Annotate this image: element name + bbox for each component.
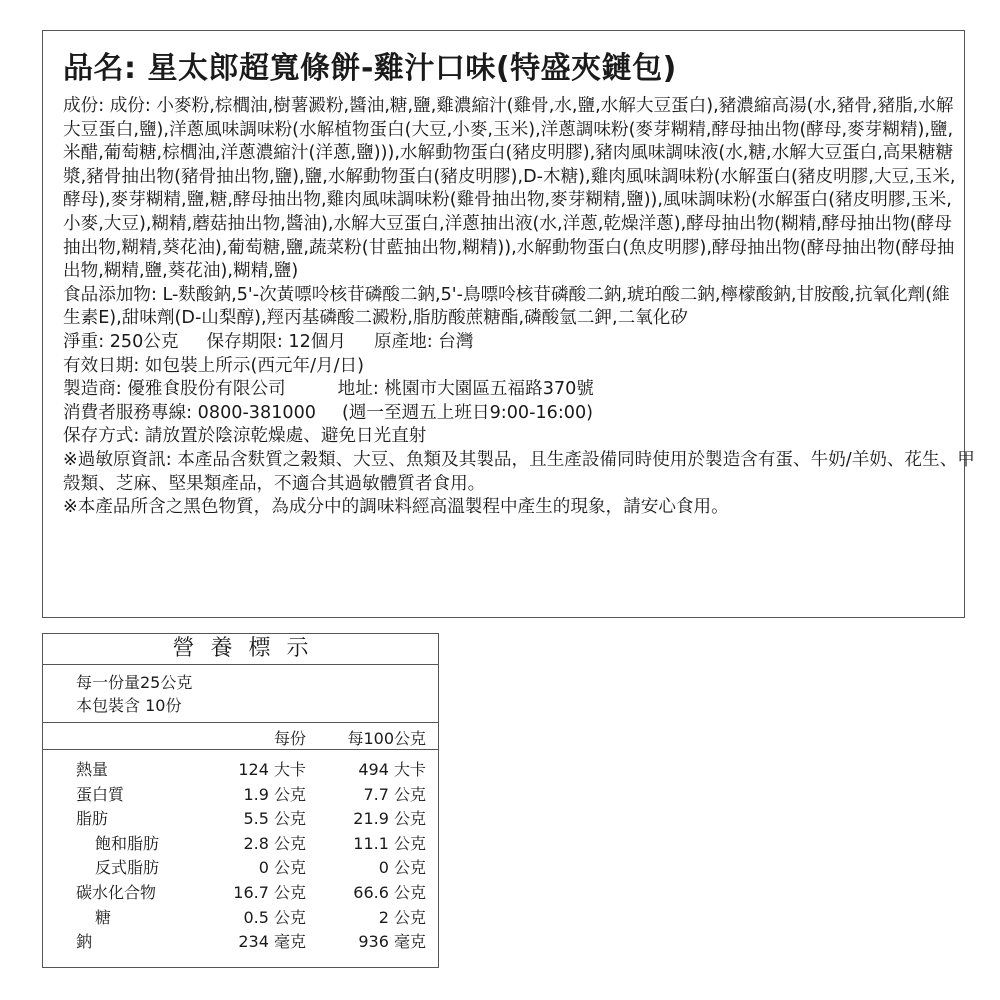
servings-per-package: 本包裝含 10份 [76,696,182,715]
per-serving-value: 0.5 公克 [243,907,306,927]
nutrition-title: 營養標示 [43,634,438,665]
product-label-panel [42,30,975,618]
expiry-text: 有效日期: 如包裝上所示(西元年/月/日) [63,355,365,376]
nutrient-name: 糖 [95,907,112,927]
per-100g-value: 7.7 公克 [363,784,426,804]
nutrient-name: 蛋白質 [76,784,125,804]
weight-shelf-origin-row [63,331,963,355]
allergen-text: ※過敏原資訊: 本產品含麩質之穀類、大豆、魚類及其製品，且生產設備同時使用於製造含有蛋、牛奶/羊奶、花生、甲殼類、芝麻、堅果類產品，不適合其過敏體質者食用。 [63,449,975,494]
per-serving-value: 2.8 公克 [243,833,306,853]
per-serving-value: 124 大卡 [238,760,306,779]
address: 地址: 桃園市大園區五福路370號 [337,379,594,400]
nutrition-row [43,906,438,931]
per-100g-value: 0 公克 [378,858,426,878]
manufacturer-row [63,378,963,402]
col-per-100g: 每100公克 [347,729,426,748]
per-100g-value: 936 毫克 [358,932,426,952]
nutrient-name: 碳水化合物 [76,882,157,902]
product-title: 品名: 星太郎超寬條餅-雞汁口味(特盛夾鏈包) [63,51,677,86]
per-100g-value: 66.6 公克 [353,882,426,902]
nutrient-name: 反式脂肪 [95,858,160,878]
nutrition-row [43,807,438,832]
per-serving-value: 16.7 公克 [233,882,306,902]
per-100g-value: 11.1 公克 [353,833,426,853]
nutrition-row [43,856,438,881]
per-serving-value: 1.9 公克 [243,784,306,804]
nutrient-name: 脂肪 [76,809,109,829]
hotline: 消費者服務專線: 0800-381000 [63,402,316,423]
storage-text: 保存方式: 請放置於陰涼乾燥處、避免日光直射 [63,426,427,447]
nutrition-rows [43,750,438,955]
hotline-row [63,402,963,426]
nutrient-name: 飽和脂肪 [95,833,160,853]
nutrient-name: 熱量 [76,760,109,779]
ingredients-text: 成份: 成份: 小麥粉,棕櫚油,樹薯澱粉,醬油,糖,鹽,雞濃縮汁(雞骨,水,鹽,水解大豆蛋白),豬濃縮高湯(水,豬骨,豬脂,水解大豆蛋白,鹽),洋蔥風味調味粉(水解植物蛋白(大豆,小麥,玉米),洋蔥調味粉(麥芽糊精,酵母抽出物(酵母,麥芽糊精),鹽,米醋,葡萄糖,棕櫚油,洋蔥濃縮汁(洋蔥,鹽))),水解動物蛋白(豬皮明膠),豬肉風味調味液(水,糖,水解大豆蛋白,高果糖糖漿,豬骨抽出物(豬骨抽出物,鹽),鹽,水解動物蛋白(豬皮明膠),D-木糖),雞肉風味調味粉(水解蛋白(豬皮明膠,大豆,玉米,酵母),麥芽糊精,鹽,糖,酵母抽出物,雞肉風味調味粉(雞骨抽出物,麥芽糊精,鹽)),風味調味粉(水解蛋白(豬皮明膠,玉米,小麥,大豆),糊精,蘑菇抽出物,醬油),水解大豆蛋白,洋蔥抽出液(水,洋蔥,乾燥洋蔥),酵母抽出物(糊精,酵母抽出物(酵母抽出物,糊精,葵花油),葡萄糖,鹽,蔬菜粉(甘藍抽出物,糊精)),水解動物蛋白(魚皮明膠),酵母抽出物(酵母抽出物(酵母抽出物,糊精,鹽,葵花油),糊精,鹽) [63,96,956,282]
serving-info [43,665,438,723]
black-matter-note: ※本產品所含之黑色物質，為成分中的調味料經高溫製程中產生的現象，請安心食用。 [63,497,729,518]
hotline-hours: (週一至週五上班日9:00-16:00) [341,402,594,423]
shelf-life: 保存期限: 12個月 [206,331,346,352]
nutrition-row [43,881,438,906]
per-serving-value: 5.5 公克 [243,809,306,829]
nutrient-name: 鈉 [76,932,93,952]
nutrition-row [43,758,438,783]
per-100g-value: 2 公克 [378,907,426,927]
nutrition-facts-table [42,633,439,968]
nutrition-row [43,832,438,857]
nutrition-row [43,930,438,955]
per-serving-value: 0 公克 [258,858,306,878]
manufacturer: 製造商: 優雅食股份有限公司 [63,379,286,400]
per-100g-value: 21.9 公克 [353,809,426,829]
per-serving-value: 234 毫克 [238,932,306,952]
serving-size: 每一份量25公克 [76,673,193,692]
per-100g-value: 494 大卡 [358,760,426,779]
col-per-serving: 每份 [273,729,306,748]
nutrition-column-headers [43,723,438,750]
additives-text: 食品添加物: L-麩酸鈉,5'-次黃嘌呤核苷磷酸二鈉,5'-鳥嘌呤核苷磷酸二鈉,琥珀酸二鈉,檸檬酸鈉,甘胺酸,抗氧化劑(維生素E),甜味劑(D-山梨醇),羥丙基磷酸二澱粉,脂肪酸蔗糖酯,磷酸氫二鉀,二氧化矽 [63,284,950,329]
origin: 原產地: 台灣 [373,331,474,352]
nutrition-row [43,783,438,808]
net-weight: 淨重: 250公克 [63,331,179,352]
